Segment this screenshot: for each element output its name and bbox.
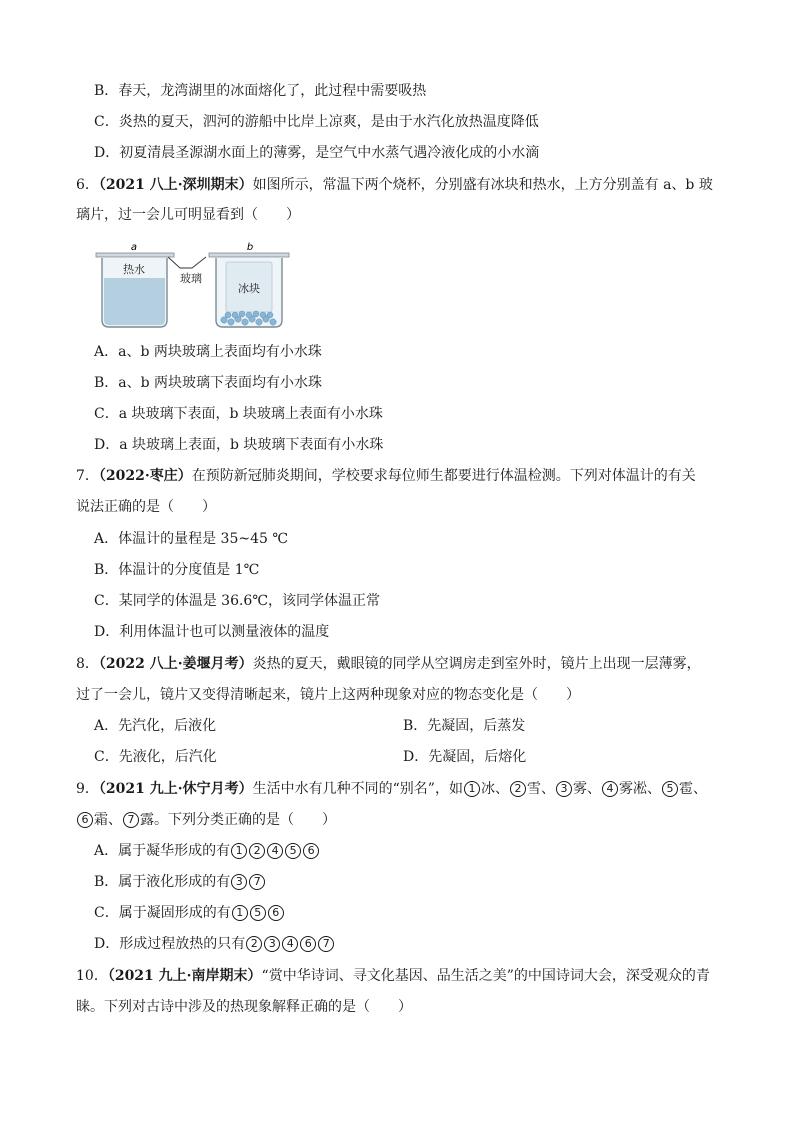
q6-stem-text1: 如图所示，常温下两个烧杯，分别盛有冰块和热水，上方分别盖有 a、b 玻 (252, 177, 713, 193)
q9-item-text-3: 雾、 (572, 781, 601, 797)
q8-stem-line2: 过了一会儿，镜片又变得清晰起来，镜片上这两种现象对应的物态变化是（ ） (76, 687, 580, 703)
circled-number-1: 1 (232, 905, 248, 921)
q9-stem-line1 (76, 779, 707, 799)
circled-number-4: 4 (282, 936, 298, 952)
glass-pointer (168, 257, 206, 268)
q7-number: 7． (76, 468, 99, 484)
q9-stem-post: 。下列分类正确的是（ ） (154, 812, 336, 828)
q7-option-b: B．体温计的分度值是 1℃ (94, 562, 260, 578)
circled-number-2: 2 (246, 936, 262, 952)
circled-number-6: 6 (303, 843, 319, 859)
q9-item-text-4: 雾凇、 (618, 781, 661, 797)
q5-option-b: B．春天，龙湾湖里的冰面熔化了，此过程中需要吸热 (94, 83, 427, 99)
q9-option-c (94, 903, 285, 923)
q10-stem-line1 (76, 966, 710, 986)
glass-plate-a (96, 253, 174, 257)
q10-stem-text1: “赏中华诗词、寻文化基因、品生活之美”的中国诗词大会，深受观众的青 (261, 968, 710, 984)
q6-stem-line1 (76, 175, 713, 195)
q8-stem-line1 (76, 654, 701, 674)
q9-source: （2021 九上·休宁月考） (98, 781, 253, 797)
q9-option-b-label: B．属于液化形成的有 (94, 874, 231, 890)
q7-source: （2022·枣庄） (98, 468, 192, 484)
q7-option-a: A．体温计的量程是 35~45 ℃ (94, 531, 289, 547)
q7-stem-text1: 在预防新冠肺炎期间，学校要求每位师生都要进行体温检测。下列对体温计的有关 (191, 468, 696, 484)
hot-water-fill (104, 278, 165, 325)
q8-source: （2022 八上·姜堰月考） (98, 656, 253, 672)
q8-option-d: D．先凝固，后熔化 (403, 749, 527, 765)
label-a: a (130, 242, 138, 253)
q10-number: 10． (76, 968, 108, 984)
q7-option-d: D．利用体温计也可以测量液体的温度 (94, 624, 330, 640)
circled-number-7: 7 (123, 812, 139, 828)
q8-number: 8． (76, 656, 99, 672)
circled-number-2: 2 (249, 843, 265, 859)
q9-option-a (94, 841, 320, 861)
q9-option-c-label: C．属于凝固形成的有 (94, 905, 231, 921)
circled-number-5: 5 (285, 843, 301, 859)
q9-stem-pre: 生活中水有几种不同的“别名”，如 (252, 781, 463, 797)
q9-option-a-nums (230, 843, 320, 859)
circled-number-5: 5 (250, 905, 266, 921)
circled-number-3: 3 (264, 936, 280, 952)
q6-option-c: C．a 块玻璃下表面，b 块玻璃上表面有小水珠 (94, 406, 383, 422)
q9-option-d-label: D．形成过程放热的只有 (94, 936, 246, 952)
q10-source: （2021 九上·南岸期末） (107, 968, 262, 984)
q5-option-d: D．初夏清晨圣源湖水面上的薄雾，是空气中水蒸气遇冷液化成的小水滴 (94, 145, 540, 161)
q5-option-c: C．炎热的夏天，泗河的游船中比岸上凉爽，是由于水汽化放热温度降低 (94, 114, 539, 130)
q7-stem-line1 (76, 466, 696, 486)
circled-number-3: 3 (231, 874, 247, 890)
circled-number-7: 7 (249, 874, 265, 890)
circled-number-6: 6 (77, 812, 93, 828)
label-b: b (246, 242, 254, 253)
q9-option-b-nums (230, 874, 266, 890)
q8-options-row2 (94, 747, 794, 767)
circled-number-1: 1 (231, 843, 247, 859)
q7-option-c: C．某同学的体温是 36.6℃，该同学体温正常 (94, 593, 380, 609)
circled-number-4: 4 (267, 843, 283, 859)
circled-number-4: 4 (602, 781, 618, 797)
glass-label: 玻璃 (180, 272, 202, 285)
glass-plate-b (209, 253, 289, 257)
q9-option-b (94, 872, 266, 892)
q9-option-d (94, 934, 335, 954)
circled-number-6: 6 (268, 905, 284, 921)
beaker-figure (94, 240, 294, 330)
hot-water-label: 热水 (123, 263, 145, 276)
q9-item-text-2: 雪、 (526, 781, 555, 797)
q9-option-d-nums (245, 936, 335, 952)
q9-item-text-1: 冰、 (480, 781, 509, 797)
q8-option-c: C．先液化，后汽化 (94, 749, 217, 765)
q6-option-d: D．a 块玻璃上表面，b 块玻璃下表面有小水珠 (94, 437, 384, 453)
q6-option-b: B．a、b 两块玻璃下表面均有小水珠 (94, 375, 323, 391)
ice-label: 冰块 (238, 282, 260, 295)
circled-number-6: 6 (300, 936, 316, 952)
q9-item-text-6: 霜、 (94, 812, 122, 828)
q9-number: 9． (76, 781, 99, 797)
q8-option-a: A．先汽化，后液化 (94, 718, 217, 734)
q8-option-b: B．先凝固，后蒸发 (403, 718, 526, 734)
q9-items-line2 (76, 812, 154, 828)
q9-item-text-7: 露 (140, 812, 154, 828)
q9-option-a-label: A．属于凝华形成的有 (94, 843, 231, 859)
q9-option-c-nums (231, 905, 285, 921)
q7-stem-line2: 说法正确的是（ ） (76, 499, 216, 515)
q9-item-text-5: 雹、 (678, 781, 707, 797)
q6-option-a: A．a、b 两块玻璃上表面均有小水珠 (94, 344, 322, 360)
q6-number: 6． (76, 177, 99, 193)
circled-number-5: 5 (662, 781, 678, 797)
circled-number-7: 7 (318, 936, 334, 952)
q10-stem-line2: 睐。下列对古诗中涉及的热现象解释正确的是（ ） (76, 999, 412, 1015)
circled-number-2: 2 (510, 781, 526, 797)
q9-stem-line2 (76, 810, 336, 830)
q6-source: （2021 八上·深圳期末） (98, 177, 253, 193)
q8-options-row1 (94, 716, 794, 736)
q6-stem-line2: 璃片，过一会儿可明显看到（ ） (76, 207, 300, 223)
q8-stem-text1: 炎热的夏天，戴眼镜的同学从空调房走到室外时，镜片上出现一层薄雾， (252, 656, 701, 672)
circled-number-3: 3 (556, 781, 572, 797)
circled-number-1: 1 (464, 781, 480, 797)
q9-items-line1 (463, 781, 707, 797)
